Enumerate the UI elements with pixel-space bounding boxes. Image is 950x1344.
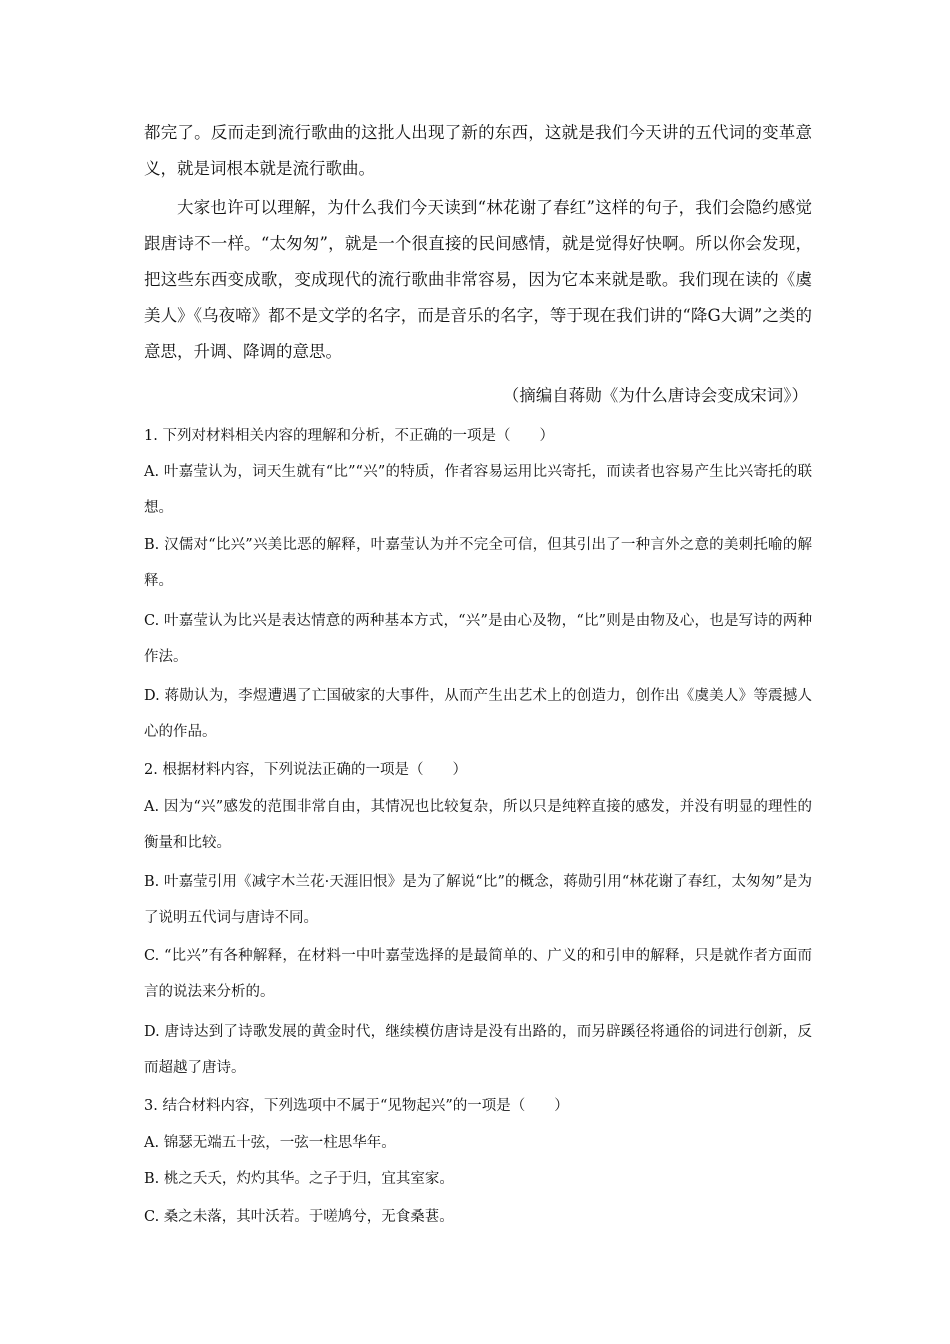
passage-paragraph-2: 大家也许可以理解，为什么我们今天读到“林花谢了春红”这样的句子，我们会隐约感觉跟唐诗不一样。“太匆匆”，就是一个很直接的民间感情，就是觉得好快啊。所以你会发现，把这些东西变成歌，变成现代的流行歌曲非常容易，因为它本来就是歌。我们现在读的《虞美人》《乌夜啼》都不是文学的名字，而是音乐的名字，等于现在我们讲的“降G大调”之类的意思，升调、降调的意思。 <box>144 198 812 361</box>
question-3-option-b[interactable]: B. 桃之夭夭，灼灼其华。之子于归，宜其室家。 <box>144 1171 454 1187</box>
question-1-option-b[interactable]: B. 汉儒对“比兴”兴美比恶的解释，叶嘉莹认为并不完全可信，但其引出了一种言外之意的美刺托喻的解释。 <box>144 537 812 589</box>
question-1-option-d[interactable]: D. 蒋勋认为，李煜遭遇了亡国破家的大事件，从而产生出艺术上的创造力，创作出《虞美人》等震撼人心的作品。 <box>144 688 812 740</box>
question-1-option-a[interactable]: A. 叶嘉莹认为，词天生就有“比”“兴”的特质，作者容易运用比兴寄托，而读者也容易产生比兴寄托的联想。 <box>144 464 812 516</box>
passage-paragraph-1: 都完了。反而走到流行歌曲的这批人出现了新的东西，这就是我们今天讲的五代词的变革意义，就是词根本就是流行歌曲。 <box>144 123 812 178</box>
question-1-option-c[interactable]: C. 叶嘉莹认为比兴是表达情意的两种基本方式，“兴”是由心及物，“比”则是由物及心，也是写诗的两种作法。 <box>144 613 812 665</box>
question-2-option-c[interactable]: C. “比兴”有各种解释，在材料一中叶嘉莹选择的是最简单的、广义的和引申的解释，只是就作者方面而言的说法来分析的。 <box>144 948 812 1000</box>
passage-source: （摘编自蒋勋《为什么唐诗会变成宋词》） <box>502 386 808 405</box>
question-2-stem: 2. 根据材料内容，下列说法正确的一项是（ ） <box>144 762 467 778</box>
question-2-option-b[interactable]: B. 叶嘉莹引用《减字木兰花·天涯旧恨》是为了解说“比”的概念，蒋勋引用“林花谢了春红，太匆匆”是为了说明五代词与唐诗不同。 <box>144 874 812 926</box>
question-2-option-d[interactable]: D. 唐诗达到了诗歌发展的黄金时代，继续模仿唐诗是没有出路的，而另辟蹊径将通俗的词进行创新，反而超越了唐诗。 <box>144 1024 812 1076</box>
question-3-stem: 3. 结合材料内容，下列选项中不属于“见物起兴”的一项是（ ） <box>144 1098 569 1114</box>
question-3-option-c[interactable]: C. 桑之未落，其叶沃若。于嗟鸠兮，无食桑葚。 <box>144 1209 454 1225</box>
question-1-stem: 1. 下列对材料相关内容的理解和分析，不正确的一项是（ ） <box>144 428 554 444</box>
question-3-option-a[interactable]: A. 锦瑟无端五十弦，一弦一柱思华年。 <box>144 1135 396 1151</box>
question-2-option-a[interactable]: A. 因为“兴”感发的范围非常自由，其情况也比较复杂，所以只是纯粹直接的感发，并没有明显的理性的衡量和比较。 <box>144 799 812 851</box>
